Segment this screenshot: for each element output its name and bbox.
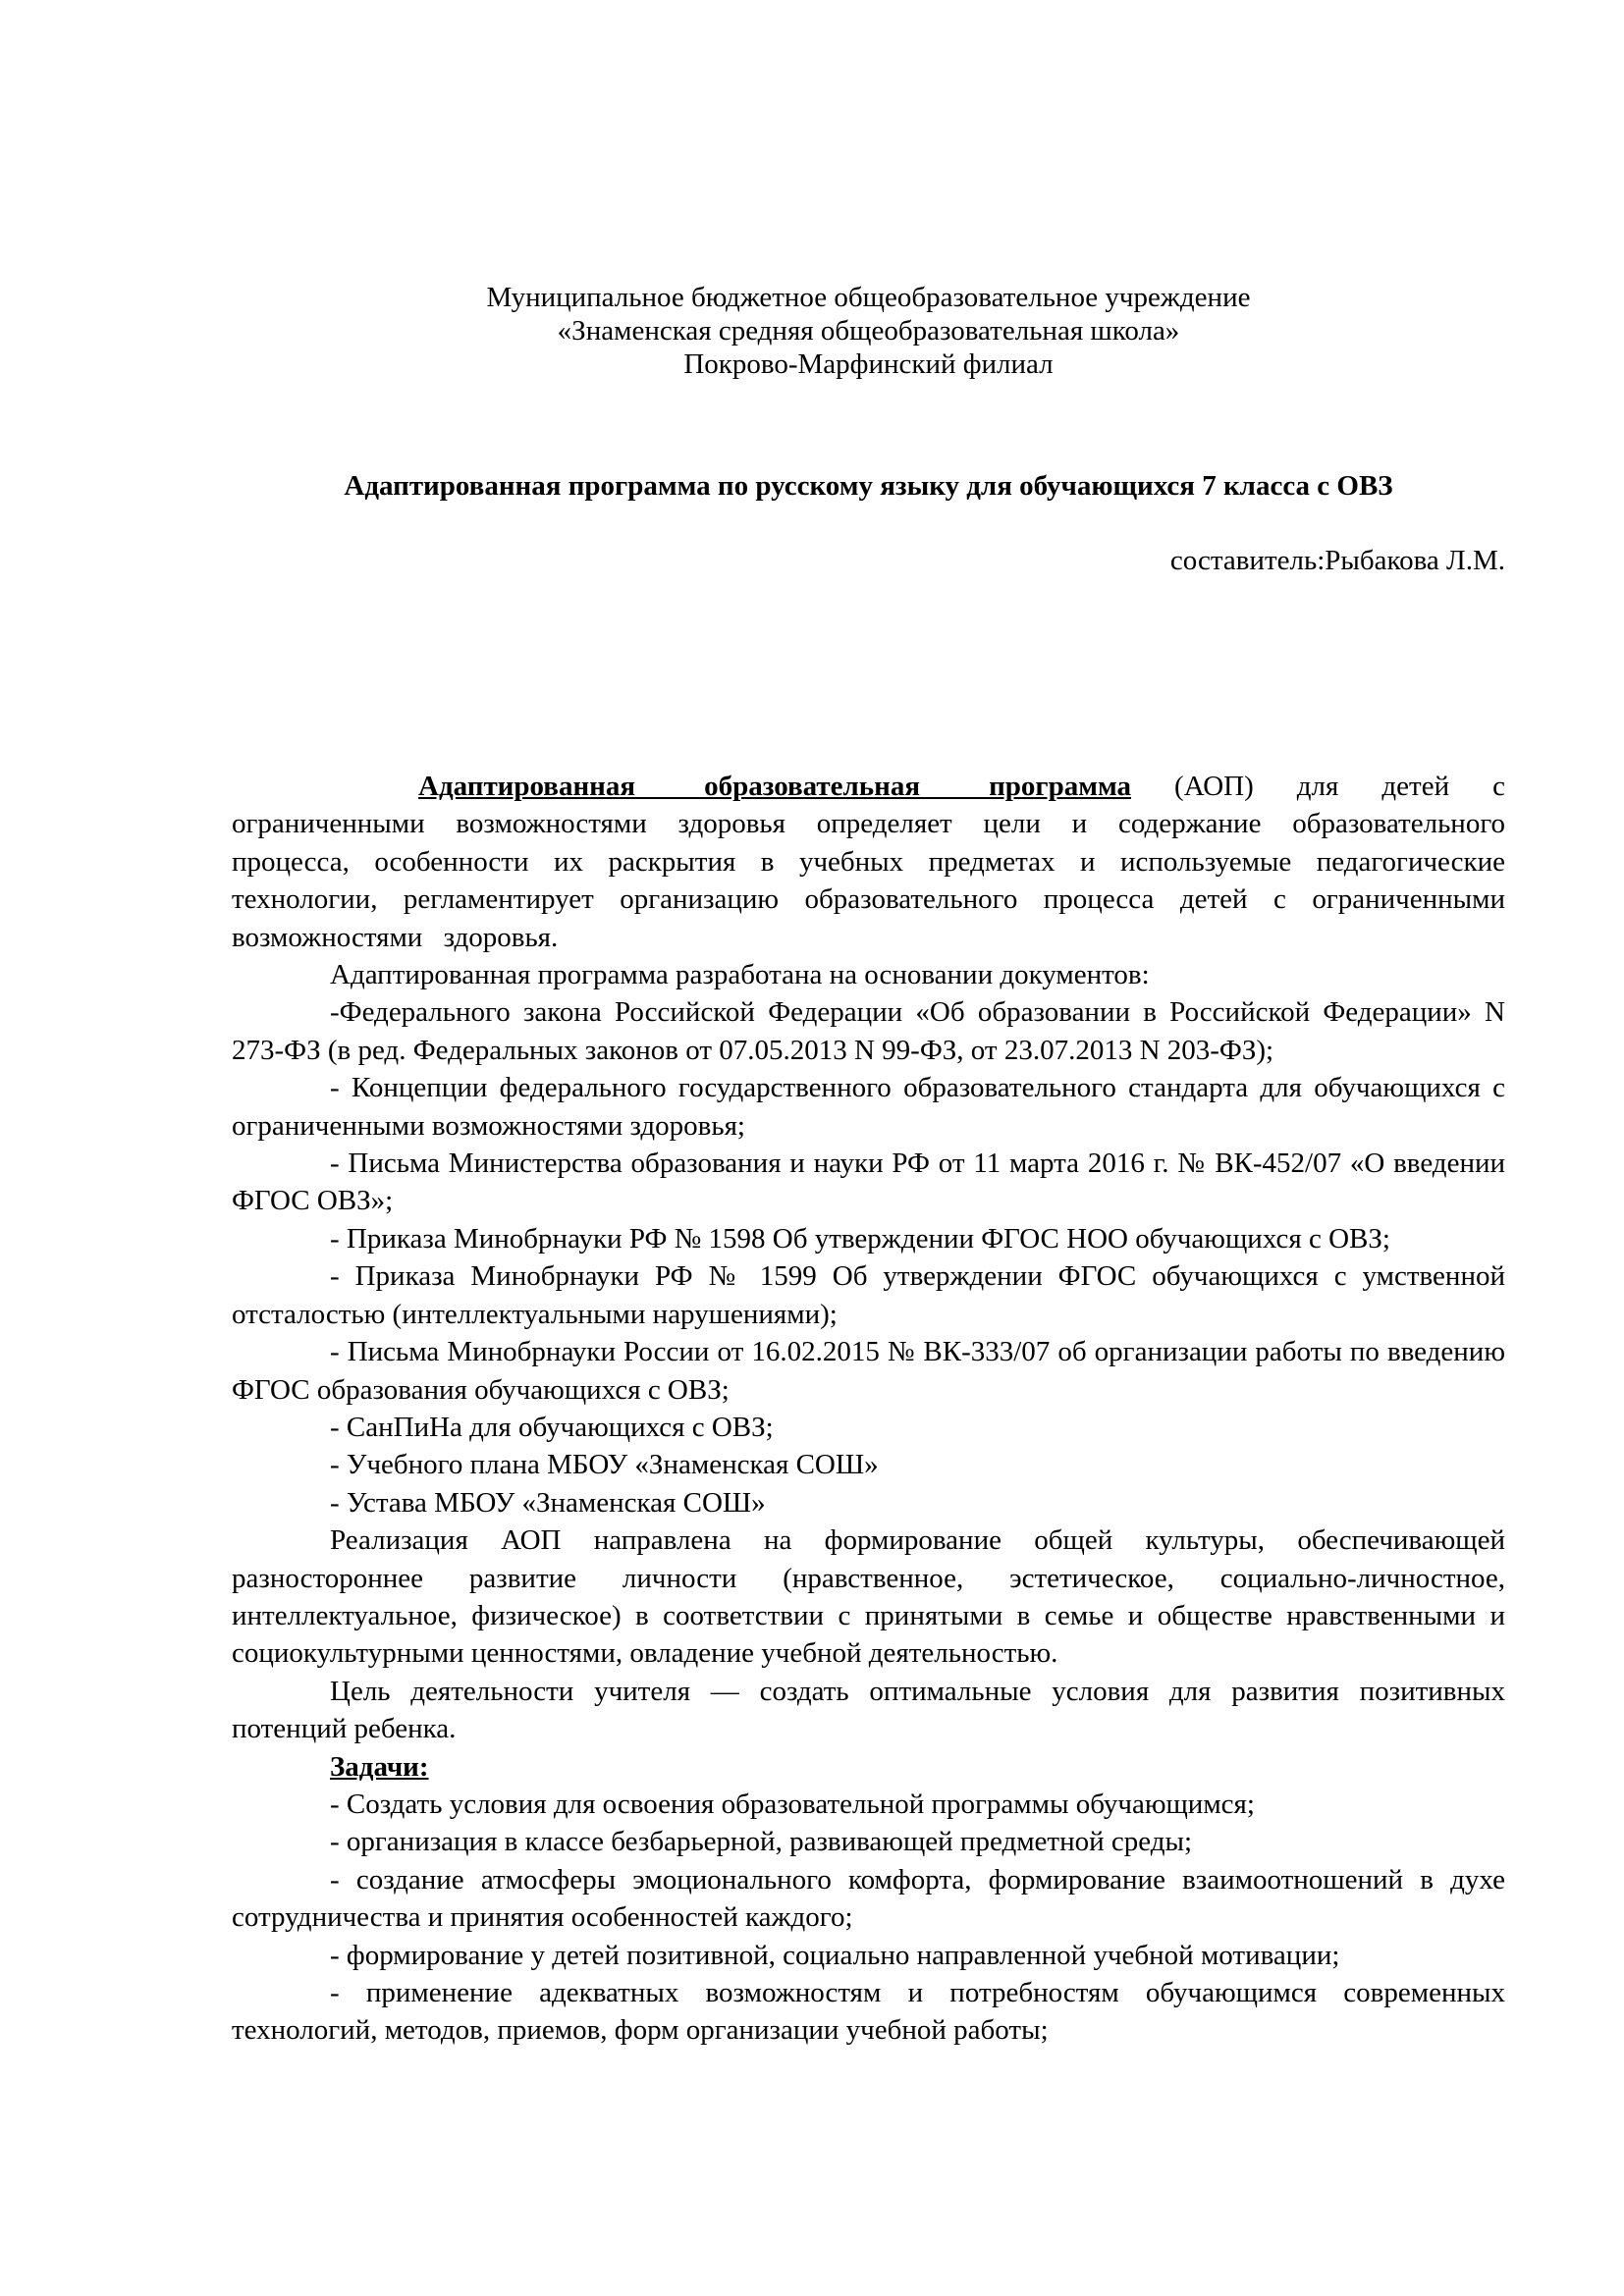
intro-term: Адаптированная образовательная программа [418,771,1132,802]
task-item: - формирование у детей позитивной, социально направленной учебной мотивации; [330,1939,1340,1971]
document-item: - Письма Минобрнауки России от 16.02.2015 № ВК-333/07 об организации работы по введению ФГОС образования обучающихся с ОВЗ; [232,1336,1505,1406]
intro-rest: (АОП) для детей с ограниченными возможностями здоровья определяет цели и содержание образовательного процесса, особенности их раскрытия в учебных предметах и используемые педагогические технологии, регламентирует организацию образовательного процесса детей с ограниченными возможностями здоровья. [232,771,1505,953]
task-item: - создание атмосферы эмоционального комфорта, формирование взаимоотношений в духе сотрудничества и принятия особенностей каждого; [232,1863,1505,1934]
task-item: - Создать условия для освоения образовательной программы обучающимся; [330,1788,1255,1820]
document-item: - СанПиНа для обучающихся с ОВЗ; [330,1411,774,1443]
school-name: «Знаменская средняя общеобразовательная школа» [557,315,1180,347]
task-item: - применение адекватных возможностям и потребностям обучающимся современных технологий, методов, приемов, форм организации учебной работы; [232,1977,1505,2047]
intro-paragraph [232,768,1505,956]
basis-intro: Адаптированная программа разработана на основании документов: [330,959,1150,991]
goal-paragraph: Цель деятельности учителя — создать оптимальные условия для развития позитивных потенций ребенка. [232,1675,1505,1745]
document-item: - Приказа Минобрнауки РФ № 1598 Об утверждении ФГОС НОО обучающихся с ОВЗ; [330,1222,1390,1255]
document-item: - Письма Министерства образования и науки РФ от 11 марта 2016 г. № ВК-452/07 «О введении ФГОС ОВЗ»; [232,1148,1505,1217]
document-title: Адаптированная программа по русскому языку для обучающихся 7 класса с ОВЗ [344,470,1393,502]
tasks-heading-line [232,1748,1505,1786]
tasks-heading: Задачи: [330,1750,429,1783]
document-item: - Учебного плана МБОУ «Знаменская СОШ» [330,1449,879,1481]
document-body [232,768,1505,2050]
institution-header [232,281,1505,381]
realization-paragraph: Реализация АОП направлена на формирование общей культуры, обеспечивающей разностороннее развитие личности (нравственное, эстетическое, социально-личностное, интеллектуальное, физическое) в соответствии с принятыми в семье и обществе нравственными и социокультурными ценностями, овладение учебной деятельностью. [232,1524,1505,1670]
document-item: - Приказа Минобрнауки РФ № 1599 Об утверждении ФГОС обучающихся с умственной отсталостью (интеллектуальными нарушениями); [232,1260,1505,1330]
institution-name: Муниципальное бюджетное общеобразовательное учреждение [486,282,1251,313]
branch-name: Покрово-Марфинский филиал [683,348,1054,380]
task-item: - организация в классе безбарьерной, развивающей предметной среды; [330,1826,1193,1858]
author-line: составитель:Рыбакова Л.М. [1169,545,1505,576]
document-item: -Федерального закона Российской Федерации «Об образовании в Российской Федерации» N 273-ФЗ (в ред. Федеральных законов от 07.05.2013 N 99-ФЗ, от 23.07.2013 N 203-ФЗ); [232,996,1505,1066]
document-item: - Устава МБОУ «Знаменская СОШ» [330,1486,766,1519]
document-item: - Концепции федерального государственного образовательного стандарта для обучающихся с ограниченными возможностями здоровья; [232,1072,1505,1142]
